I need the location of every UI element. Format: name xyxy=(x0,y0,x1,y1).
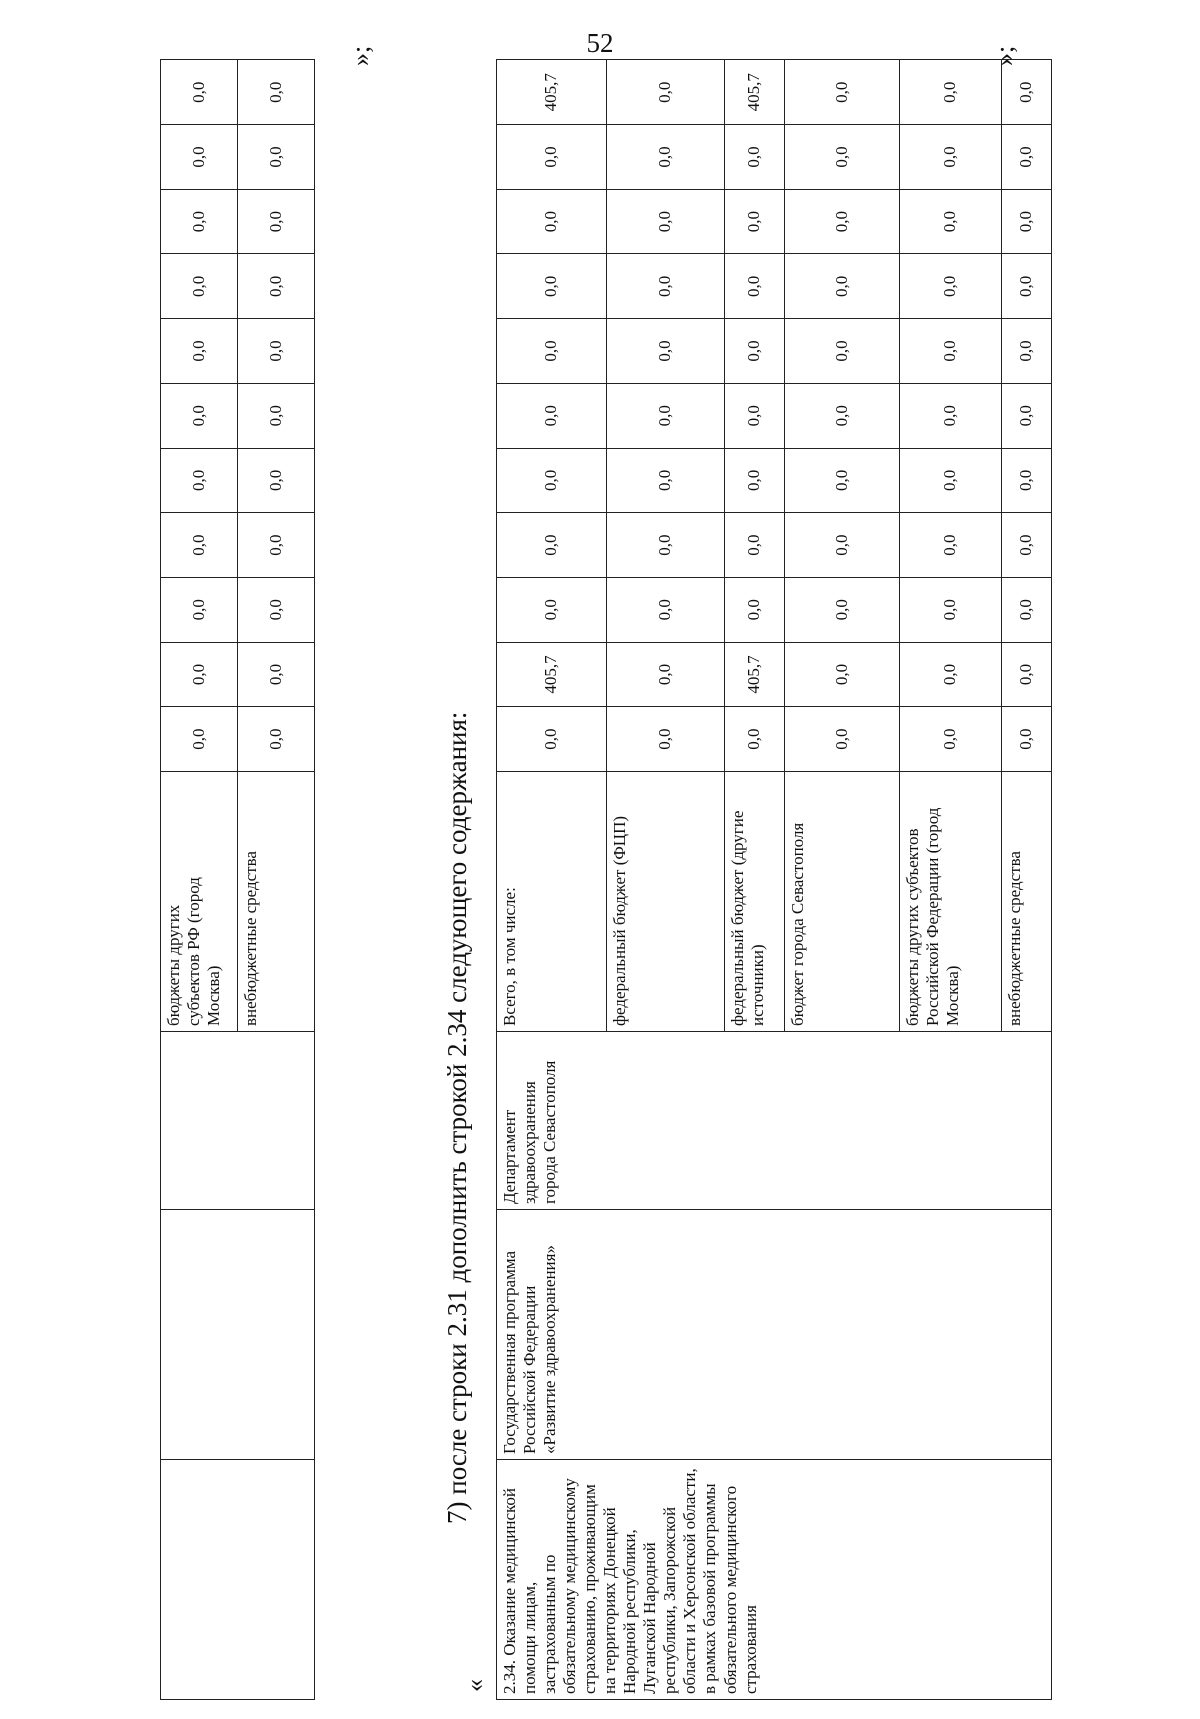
source-cell: федеральный бюджет (ФЦП) xyxy=(607,772,725,1032)
value-cell: 0,0 xyxy=(607,448,725,513)
value-cell: 0,0 xyxy=(725,513,785,578)
source-cell: внебюджетные средства xyxy=(238,772,315,1032)
executor-cell xyxy=(161,1032,315,1210)
value-cell: 0,0 xyxy=(238,707,315,772)
value-cell: 0,0 xyxy=(607,513,725,578)
value-cell: 0,0 xyxy=(900,448,1002,513)
value-cell: 405,7 xyxy=(725,60,785,125)
value-cell: 0,0 xyxy=(785,642,900,707)
executor-cell: Департамент здравоохранения города Севастополя xyxy=(497,1032,1052,1210)
value-cell: 0,0 xyxy=(161,125,238,190)
value-cell: 0,0 xyxy=(238,448,315,513)
value-cell: 0,0 xyxy=(238,254,315,319)
value-cell: 0,0 xyxy=(900,577,1002,642)
source-cell: Всего, в том числе: xyxy=(497,772,607,1032)
value-cell: 0,0 xyxy=(607,254,725,319)
value-cell: 0,0 xyxy=(785,254,900,319)
value-cell: 0,0 xyxy=(161,577,238,642)
page-number: 52 xyxy=(586,28,614,58)
value-cell: 0,0 xyxy=(607,60,725,125)
value-cell: 0,0 xyxy=(607,383,725,448)
opening-quote: « xyxy=(460,1679,489,1692)
value-cell: 0,0 xyxy=(1002,577,1052,642)
source-cell: бюджеты других субъектов Российской Федерации (город Москва) xyxy=(900,772,1002,1032)
value-cell: 0,0 xyxy=(497,513,607,578)
value-cell: 405,7 xyxy=(725,642,785,707)
value-cell: 0,0 xyxy=(785,60,900,125)
value-cell: 0,0 xyxy=(497,125,607,190)
value-cell: 0,0 xyxy=(1002,125,1052,190)
value-cell: 0,0 xyxy=(238,642,315,707)
value-cell: 0,0 xyxy=(900,642,1002,707)
value-cell: 0,0 xyxy=(1002,513,1052,578)
value-cell: 0,0 xyxy=(1002,383,1052,448)
value-cell: 0,0 xyxy=(785,513,900,578)
closing-quote: »; xyxy=(346,45,375,66)
value-cell: 0,0 xyxy=(900,254,1002,319)
value-cell: 0,0 xyxy=(900,383,1002,448)
value-cell: 0,0 xyxy=(785,448,900,513)
value-cell: 405,7 xyxy=(497,642,607,707)
table-row xyxy=(161,60,238,1700)
value-cell: 0,0 xyxy=(238,60,315,125)
source-cell: внебюджетные средства xyxy=(1002,772,1052,1032)
value-cell: 0,0 xyxy=(900,189,1002,254)
value-cell: 0,0 xyxy=(1002,642,1052,707)
value-cell: 0,0 xyxy=(900,707,1002,772)
value-cell: 0,0 xyxy=(497,383,607,448)
value-cell: 0,0 xyxy=(161,319,238,384)
value-cell: 0,0 xyxy=(1002,189,1052,254)
amendment-instruction: 7) после строки 2.31 дополнить строкой 2.34 следующего содержания: xyxy=(442,711,472,1524)
value-cell: 0,0 xyxy=(1002,254,1052,319)
value-cell: 0,0 xyxy=(607,189,725,254)
value-cell: 0,0 xyxy=(497,319,607,384)
value-cell: 0,0 xyxy=(607,642,725,707)
value-cell: 0,0 xyxy=(161,254,238,319)
table-row xyxy=(497,60,607,1700)
value-cell: 0,0 xyxy=(607,125,725,190)
value-cell: 0,0 xyxy=(785,125,900,190)
value-cell: 0,0 xyxy=(785,319,900,384)
main-table xyxy=(496,59,1052,1700)
value-cell: 0,0 xyxy=(497,448,607,513)
value-cell: 0,0 xyxy=(785,707,900,772)
value-cell: 0,0 xyxy=(900,60,1002,125)
value-cell: 0,0 xyxy=(497,254,607,319)
value-cell: 0,0 xyxy=(725,707,785,772)
value-cell: 0,0 xyxy=(607,319,725,384)
value-cell: 0,0 xyxy=(161,642,238,707)
value-cell: 0,0 xyxy=(497,707,607,772)
value-cell: 0,0 xyxy=(785,577,900,642)
value-cell: 0,0 xyxy=(161,383,238,448)
value-cell: 0,0 xyxy=(725,319,785,384)
rotated-content xyxy=(160,45,1060,1700)
value-cell: 0,0 xyxy=(161,513,238,578)
source-cell: бюджет города Севастополя xyxy=(785,772,900,1032)
value-cell: 0,0 xyxy=(497,189,607,254)
value-cell: 0,0 xyxy=(1002,319,1052,384)
value-cell: 0,0 xyxy=(161,707,238,772)
value-cell: 0,0 xyxy=(161,189,238,254)
source-cell: федеральный бюджет (другие источники) xyxy=(725,772,785,1032)
value-cell: 405,7 xyxy=(497,60,607,125)
value-cell: 0,0 xyxy=(725,254,785,319)
value-cell: 0,0 xyxy=(725,383,785,448)
closing-quote: »; xyxy=(990,45,1019,66)
value-cell: 0,0 xyxy=(725,125,785,190)
top-table xyxy=(160,59,315,1700)
value-cell: 0,0 xyxy=(1002,707,1052,772)
value-cell: 0,0 xyxy=(238,513,315,578)
value-cell: 0,0 xyxy=(238,577,315,642)
value-cell: 0,0 xyxy=(238,383,315,448)
value-cell: 0,0 xyxy=(725,448,785,513)
value-cell: 0,0 xyxy=(1002,448,1052,513)
item-cell: 2.34. Оказание медицинской помощи лицам, застрахованным по обязательному медицинскому страхованию, проживающим на территориях Донецкой Народной республики, Луганской Народной республики, Запорожской области и Херсонской области, в рамках базовой программы обязательного медицинского страхования xyxy=(497,1460,1052,1700)
program-cell xyxy=(161,1210,315,1460)
value-cell: 0,0 xyxy=(900,513,1002,578)
value-cell: 0,0 xyxy=(785,383,900,448)
value-cell: 0,0 xyxy=(238,319,315,384)
value-cell: 0,0 xyxy=(161,60,238,125)
value-cell: 0,0 xyxy=(725,189,785,254)
program-cell: Государственная программа Российской Федерации «Развитие здравоохранения» xyxy=(497,1210,1052,1460)
value-cell: 0,0 xyxy=(725,577,785,642)
item-cell xyxy=(161,1460,315,1700)
value-cell: 0,0 xyxy=(1002,60,1052,125)
value-cell: 0,0 xyxy=(900,319,1002,384)
value-cell: 0,0 xyxy=(785,189,900,254)
value-cell: 0,0 xyxy=(607,577,725,642)
value-cell: 0,0 xyxy=(238,125,315,190)
value-cell: 0,0 xyxy=(238,189,315,254)
value-cell: 0,0 xyxy=(900,125,1002,190)
value-cell: 0,0 xyxy=(497,577,607,642)
value-cell: 0,0 xyxy=(161,448,238,513)
source-cell: бюджеты других субъектов РФ (город Москва) xyxy=(161,772,238,1032)
value-cell: 0,0 xyxy=(607,707,725,772)
